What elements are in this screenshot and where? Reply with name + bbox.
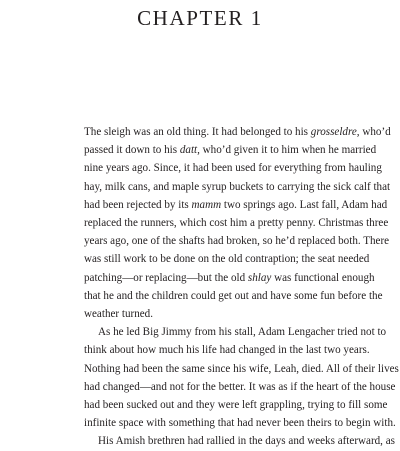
italic-term: datt, [179,144,200,157]
text-line [84,250,370,268]
text-run: Nothing had been the same since his wife, Leah, died. All of their lives [84,362,399,375]
text-run: think about how much his life had changed in the last two years. [84,344,370,357]
text-run: passed it down to his [84,144,180,157]
italic-term: shlay [247,271,272,284]
text-line [84,378,396,396]
text-run: that he and the children could get out and have some fun before the [84,289,383,302]
body-text [84,123,399,451]
text-run: who’d given it to him when he married [199,144,377,157]
paragraph [84,123,391,323]
text-line [84,305,325,323]
text-run: had been sucked out and they were left grappling, trying to fill some [84,399,388,412]
text-run: two springs ago. Last fall, Adam had [221,198,388,211]
text-line [84,159,382,177]
italic-term: grosseldre, [310,126,360,138]
text-run: hay, milk cans, and maple syrup buckets to carrying the sick calf that [84,180,391,193]
text-run: As he led Big Jimmy from his stall, Adam Lengacher tried not to [98,326,387,339]
text-run: who’d [359,126,391,138]
text-run: had changed—and not for the better. It was as if the heart of the house [84,380,396,393]
text-run: nine years ago. Since, it had been used for everything from hauling [84,162,382,175]
text-line [84,396,388,414]
text-run: weather turned. [84,308,153,321]
text-run: patching—or replacing—but the old [84,271,248,284]
text-run: His Amish brethren had rallied in the days and weeks afterward, as [98,435,395,448]
text-run: The sleigh was an old thing. It had belonged to his [84,126,311,138]
text-line [84,269,375,287]
text-run: was functional enough [271,271,375,284]
text-line [84,287,383,305]
text-run: years ago, one of the shafts had broken, so he’d replaced both. There [84,235,390,248]
text-line [84,214,389,232]
text-line [84,414,396,432]
text-line [84,141,377,159]
paragraph [84,323,399,432]
text-run: replaced the runners, which cost him a pretty penny. Christmas three [84,217,389,230]
text-line [84,196,388,214]
text-line [84,323,387,341]
text-run: was still work to be done on the old contraption; the seat needed [84,253,370,266]
text-line [84,360,399,378]
chapter-heading: CHAPTER 1 [137,6,263,30]
italic-term: mamm [191,198,222,211]
paragraph [84,432,395,450]
text-line [84,341,370,359]
text-run: had been rejected by its [84,198,192,211]
text-line [84,178,391,196]
text-line [84,123,391,141]
text-line [84,432,395,450]
text-run: infinite space with something that had never been theirs to begin with. [84,417,396,430]
text-line [84,232,390,250]
